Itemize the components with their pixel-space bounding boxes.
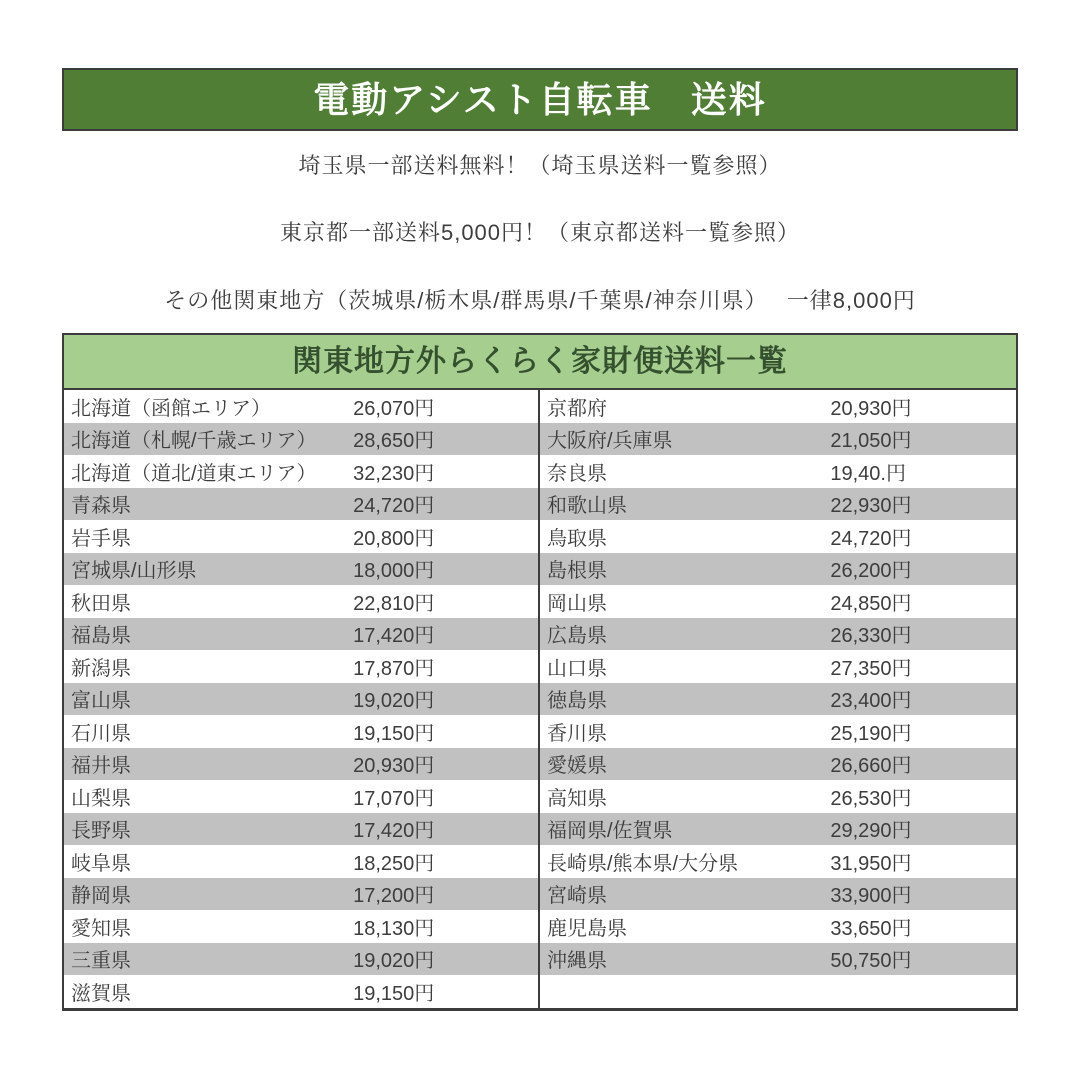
price-cell: 18,130円 — [353, 917, 435, 940]
price-cell: 21,050円 — [830, 430, 912, 453]
region-cell: 富山県 — [71, 690, 131, 713]
table-row — [540, 423, 1016, 456]
price-cell: 17,870円 — [353, 657, 435, 680]
region-cell: 香川県 — [547, 722, 607, 745]
price-cell: 19,150円 — [353, 722, 435, 745]
region-cell: 長崎県/熊本県/大分県 — [547, 852, 739, 875]
table-row — [540, 780, 1016, 813]
shipping-fee-table — [62, 390, 1018, 1011]
table-row — [64, 683, 538, 716]
region-cell: 愛知県 — [71, 917, 131, 940]
price-cell: 24,850円 — [830, 592, 912, 615]
region-cell: 滋賀県 — [71, 982, 131, 1005]
page-title: 電動アシスト自転車 送料 — [62, 68, 1018, 131]
content-area — [62, 68, 1018, 1011]
region-cell: 沖縄県 — [547, 950, 607, 973]
region-cell: 福岡県/佐賀県 — [547, 820, 673, 843]
table-row — [64, 878, 538, 911]
table-row — [540, 715, 1016, 748]
region-cell: 鹿児島県 — [547, 917, 627, 940]
price-cell: 17,420円 — [353, 820, 435, 843]
table-row — [64, 910, 538, 943]
region-cell: 大阪府/兵庫県 — [547, 430, 673, 453]
table-row — [540, 455, 1016, 488]
price-cell: 26,530円 — [830, 787, 912, 810]
table-row — [64, 488, 538, 521]
note-saitama: 埼玉県一部送料無料！（埼玉県送料一覧参照） — [298, 153, 782, 179]
price-cell: 17,200円 — [353, 885, 435, 908]
region-cell: 広島県 — [547, 625, 607, 648]
price-cell: 33,650円 — [830, 917, 912, 940]
price-cell: 19,020円 — [353, 950, 435, 973]
price-cell: 31,950円 — [830, 852, 912, 875]
region-cell: 高知県 — [547, 787, 607, 810]
price-cell: 19,150円 — [353, 982, 435, 1005]
note-tokyo: 東京都一部送料5,000円！（東京都送料一覧参照） — [279, 220, 801, 246]
region-cell: 秋田県 — [71, 592, 131, 615]
region-cell: 島根県 — [547, 560, 607, 583]
table-column-left — [64, 390, 540, 1008]
table-row — [540, 943, 1016, 976]
price-cell: 24,720円 — [353, 495, 435, 518]
price-cell: 19,020円 — [353, 690, 435, 713]
price-cell: 20,800円 — [353, 527, 435, 550]
region-cell: 京都府 — [547, 397, 607, 420]
table-row — [64, 650, 538, 683]
region-cell: 岐阜県 — [71, 852, 131, 875]
table-row — [540, 975, 1016, 1008]
region-cell: 奈良県 — [547, 462, 607, 485]
table-row — [540, 748, 1016, 781]
region-cell: 青森県 — [71, 495, 131, 518]
price-cell: 19,40.円 — [830, 462, 906, 485]
price-cell: 24,720円 — [830, 527, 912, 550]
table-row — [64, 618, 538, 651]
table-row — [64, 780, 538, 813]
price-cell: 20,930円 — [353, 755, 435, 778]
table-row — [64, 520, 538, 553]
price-cell: 23,400円 — [830, 690, 912, 713]
table-row — [64, 553, 538, 586]
table-row — [64, 455, 538, 488]
table-row — [64, 943, 538, 976]
table-row — [540, 585, 1016, 618]
price-cell: 26,070円 — [353, 397, 435, 420]
region-cell: 岩手県 — [71, 527, 131, 550]
region-cell: 愛媛県 — [547, 755, 607, 778]
price-cell: 18,000円 — [353, 560, 435, 583]
region-cell: 北海道（函館エリア） — [71, 397, 271, 420]
region-cell: 山梨県 — [71, 787, 131, 810]
region-cell: 和歌山県 — [547, 495, 627, 518]
price-cell: 26,200円 — [830, 560, 912, 583]
price-cell: 29,290円 — [830, 820, 912, 843]
region-cell: 福井県 — [71, 755, 131, 778]
region-cell: 静岡県 — [71, 885, 131, 908]
region-cell: 北海道（札幌/千歳エリア） — [71, 430, 317, 453]
price-cell: 50,750円 — [830, 950, 912, 973]
region-cell: 長野県 — [71, 820, 131, 843]
table-row — [64, 715, 538, 748]
table-row — [64, 585, 538, 618]
table-column-right — [540, 390, 1016, 1008]
price-cell: 25,190円 — [830, 722, 912, 745]
table-row — [540, 618, 1016, 651]
price-cell: 28,650円 — [353, 430, 435, 453]
region-cell: 岡山県 — [547, 592, 607, 615]
region-cell: 鳥取県 — [547, 527, 607, 550]
price-cell: 33,900円 — [830, 885, 912, 908]
price-cell: 27,350円 — [830, 657, 912, 680]
region-cell: 石川県 — [71, 722, 131, 745]
table-row — [64, 748, 538, 781]
region-cell: 宮崎県 — [547, 885, 607, 908]
table-row — [540, 520, 1016, 553]
note-other-kanto: その他関東地方（茨城県/栃木県/群馬県/千葉県/神奈川県） 一律8,000円 — [164, 287, 916, 313]
table-row — [540, 845, 1016, 878]
region-cell: 山口県 — [547, 657, 607, 680]
notes-section — [62, 131, 1018, 333]
table-row — [540, 878, 1016, 911]
table-row — [540, 650, 1016, 683]
table-row — [64, 975, 538, 1008]
region-cell: 徳島県 — [547, 690, 607, 713]
table-row — [540, 910, 1016, 943]
price-cell: 18,250円 — [353, 852, 435, 875]
price-cell: 20,930円 — [830, 397, 912, 420]
region-cell: 新潟県 — [71, 657, 131, 680]
price-cell: 17,420円 — [353, 625, 435, 648]
table-row — [64, 845, 538, 878]
region-cell: 北海道（道北/道東エリア） — [71, 462, 317, 485]
table-title: 関東地方外らくらく家財便送料一覧 — [62, 333, 1018, 390]
table-row — [540, 683, 1016, 716]
price-cell: 32,230円 — [353, 462, 435, 485]
table-row — [540, 813, 1016, 846]
price-cell: 17,070円 — [353, 787, 435, 810]
region-cell: 三重県 — [71, 950, 131, 973]
region-cell: 宮城県/山形県 — [71, 560, 197, 583]
table-row — [64, 813, 538, 846]
price-cell: 22,930円 — [830, 495, 912, 518]
price-cell: 26,660円 — [830, 755, 912, 778]
price-cell: 26,330円 — [830, 625, 912, 648]
table-row — [64, 423, 538, 456]
table-row — [540, 390, 1016, 423]
region-cell: 福島県 — [71, 625, 131, 648]
table-row — [540, 488, 1016, 521]
table-row — [540, 553, 1016, 586]
table-row — [64, 390, 538, 423]
price-cell: 22,810円 — [353, 592, 435, 615]
